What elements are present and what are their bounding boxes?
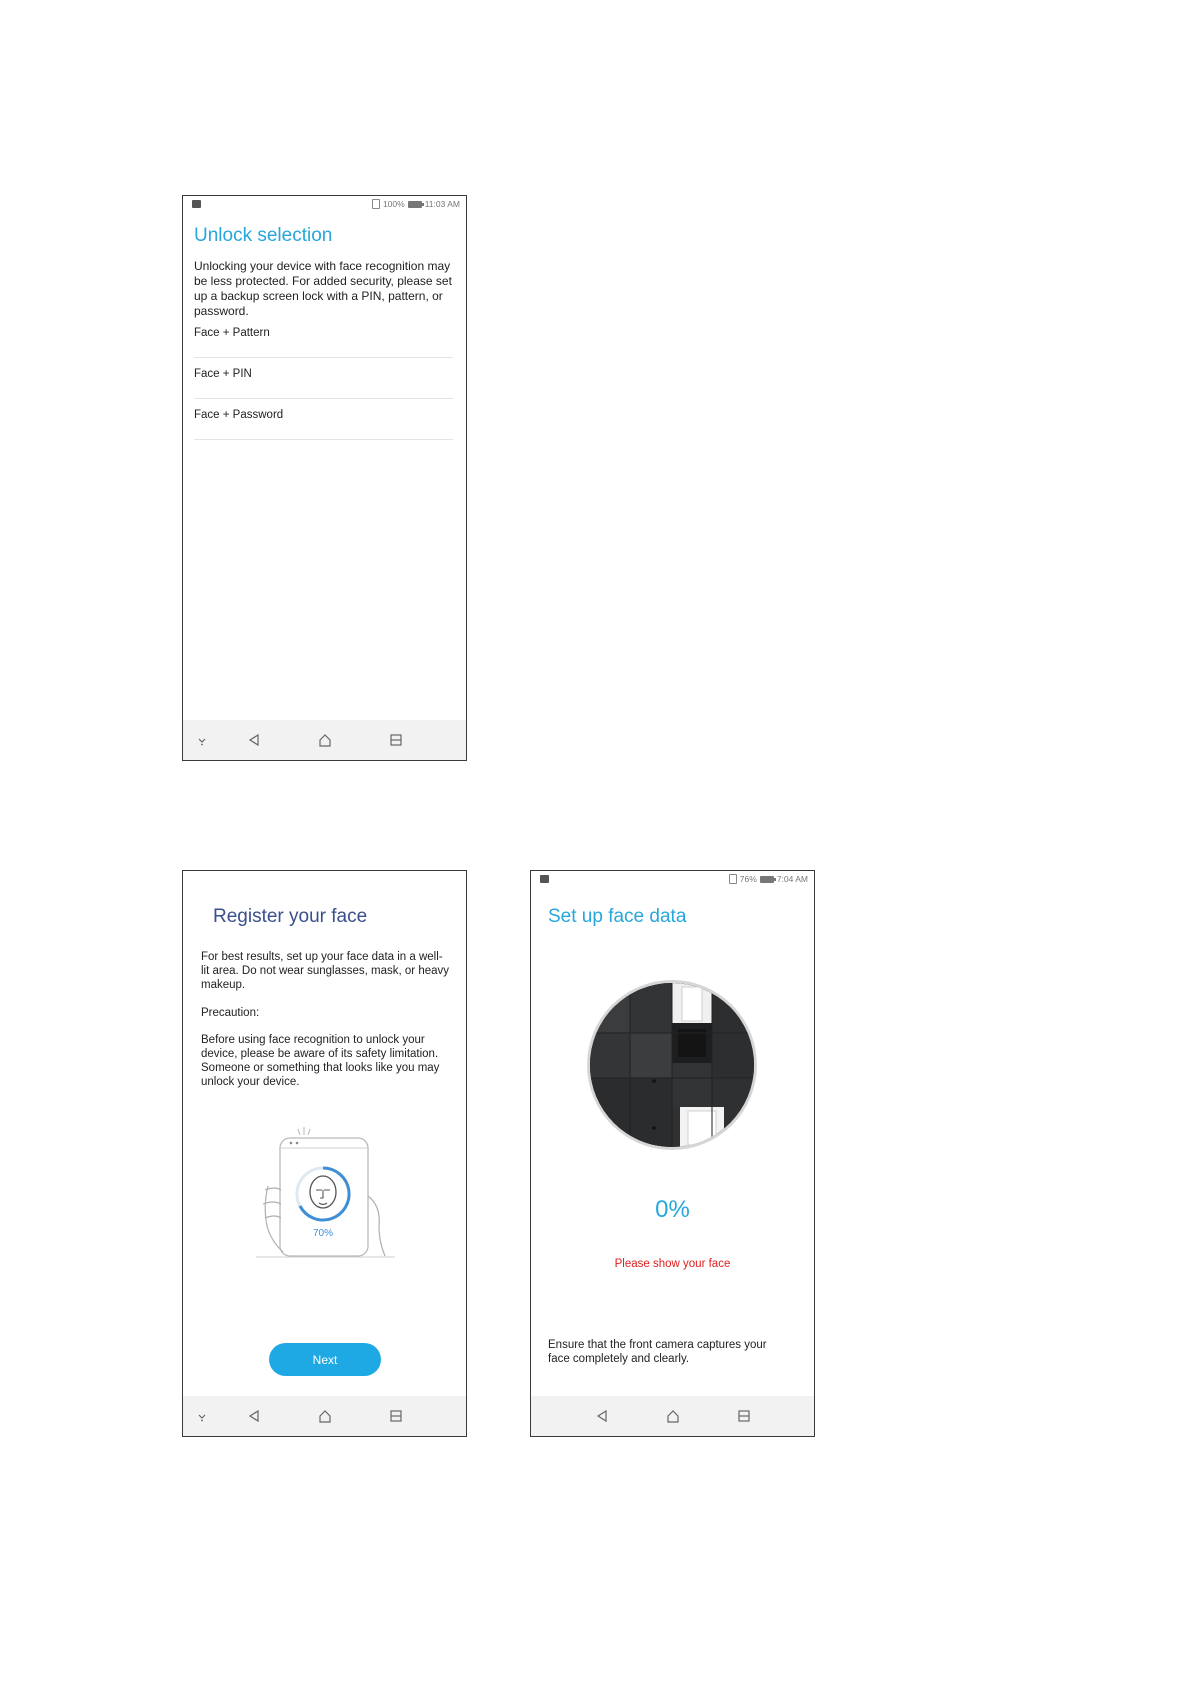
illustration-progress-label: 70% [312,1228,334,1239]
page-title: Unlock selection [194,225,333,246]
option-face-pattern[interactable]: Face + Pattern [194,317,453,358]
image-icon [540,875,549,883]
battery-icon [408,201,422,208]
intro-text: For best results, set up your face data in a well-lit area. Do not wear sunglasses, mask, or heavy makeup. [201,951,450,991]
hide-nav-icon[interactable] [194,732,210,748]
phone-screen-register-face [182,870,467,1437]
back-icon[interactable] [246,732,262,748]
battery-percent: 76% [739,874,757,884]
camera-preview [590,983,754,1147]
back-icon[interactable] [246,1408,262,1424]
phone-screen-unlock-selection [182,195,467,761]
home-icon[interactable] [665,1408,681,1424]
next-button[interactable]: Next [269,1343,381,1376]
sim-card-icon [372,199,380,209]
navigation-bar [183,720,466,760]
option-face-pin[interactable]: Face + PIN [194,358,453,399]
clock: 7:04 AM [776,874,808,884]
precaution-label: Precaution: [201,1007,260,1019]
face-scan-illustration [253,1126,398,1271]
home-icon[interactable] [317,732,333,748]
battery-icon [760,876,774,883]
progress-percent: 0% [655,1196,690,1223]
home-icon[interactable] [317,1408,333,1424]
hide-nav-icon[interactable] [194,1408,210,1424]
page-title: Set up face data [548,906,687,927]
image-icon [192,200,201,208]
recent-apps-icon[interactable] [736,1408,752,1424]
recent-apps-icon[interactable] [388,732,404,748]
status-bar [531,871,814,889]
description: Unlocking your device with face recognition may be less protected. For added security, please set up a backup screen lock with a PIN, pattern, or password. [194,259,452,318]
precaution-text: Before using face recognition to unlock your device, please be aware of its safety limitation. Someone or something that looks like you may unlock your device. [201,1034,440,1088]
warning-message: Please show your face [614,1258,731,1270]
navigation-bar [531,1396,814,1436]
phone-screen-setup-face-data [530,870,815,1437]
navigation-bar [183,1396,466,1436]
battery-percent: 100% [382,199,405,209]
recent-apps-icon[interactable] [388,1408,404,1424]
clock: 11:03 AM [424,199,460,209]
page-title: Register your face [213,906,368,927]
hint-text: Ensure that the front camera captures your face completely and clearly. [548,1339,767,1365]
sim-card-icon [729,874,737,884]
back-icon[interactable] [594,1408,610,1424]
option-face-password[interactable]: Face + Password [194,399,453,440]
status-bar [183,196,466,214]
